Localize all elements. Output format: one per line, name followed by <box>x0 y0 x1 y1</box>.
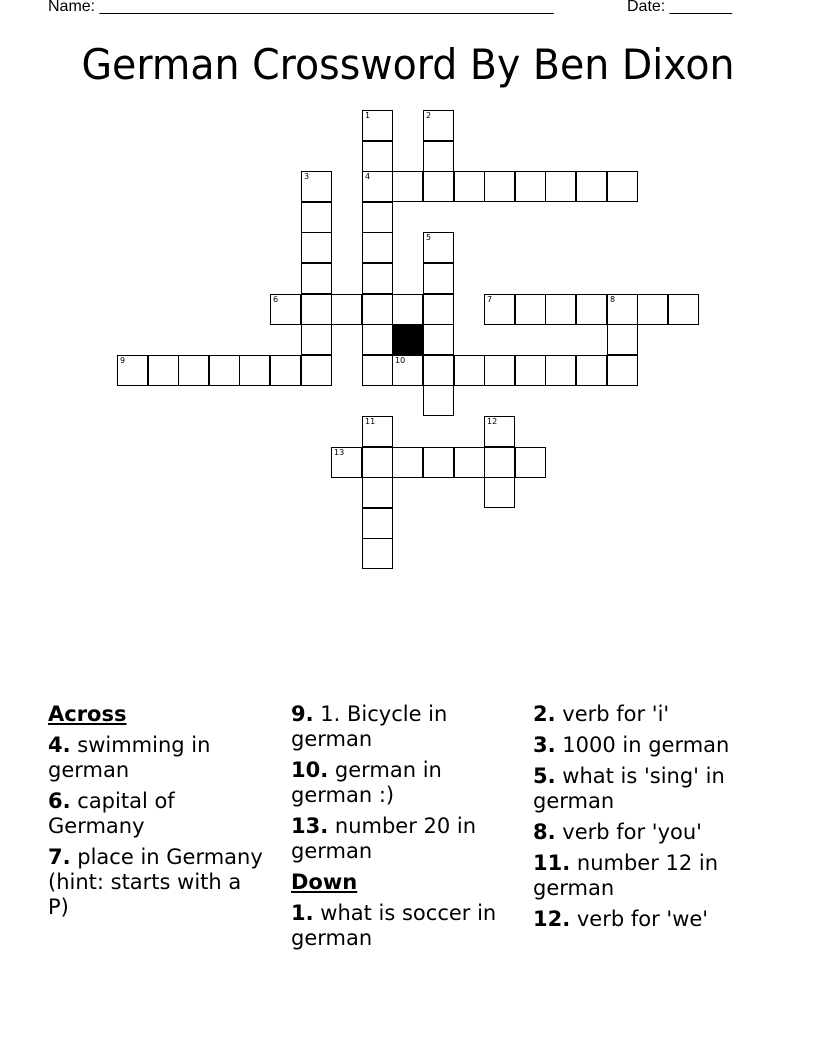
name-field[interactable]: ______________________________________________________ <box>99 0 554 15</box>
clue-down-5: 5. what is 'sing' in german <box>533 764 725 813</box>
grid-cell[interactable] <box>362 324 393 355</box>
down-heading: Down <box>291 870 358 894</box>
grid-cell[interactable] <box>239 355 270 386</box>
grid-cell[interactable] <box>331 447 362 478</box>
grid-cell[interactable] <box>362 141 393 172</box>
clue-number: 5 <box>426 233 432 242</box>
grid-cell[interactable] <box>362 477 393 508</box>
across-heading: Across <box>48 702 127 726</box>
clue-across-6: 6. capital of Germany <box>48 789 175 838</box>
clue-down-8: 8. verb for 'you' <box>533 820 702 844</box>
grid-cell[interactable] <box>545 171 576 202</box>
grid-cell[interactable] <box>117 355 148 386</box>
grid-cell[interactable] <box>484 447 515 478</box>
grid-cell[interactable] <box>301 263 332 294</box>
clue-number: 9 <box>120 356 126 365</box>
clue-across-13: 13. number 20 in german <box>291 814 477 863</box>
grid-cell[interactable] <box>301 232 332 263</box>
clue-number: 10 <box>395 356 406 365</box>
grid-cell[interactable] <box>362 294 393 325</box>
grid-cell[interactable] <box>423 110 454 141</box>
date-field[interactable]: _______ <box>669 0 732 15</box>
grid-cell[interactable] <box>607 294 638 325</box>
page-title: German Crossword By Ben Dixon <box>81 40 735 89</box>
clue-number: 12 <box>487 417 498 426</box>
grid-cell[interactable] <box>362 232 393 263</box>
clue-down-1: 1. what is soccer in german <box>291 901 497 950</box>
grid-cell[interactable] <box>423 447 454 478</box>
grid-cell[interactable] <box>423 294 454 325</box>
clue-number: 2 <box>426 111 432 120</box>
clue-number: 7 <box>487 295 493 304</box>
grid-cell[interactable] <box>392 294 423 325</box>
grid-cell[interactable] <box>545 355 576 386</box>
grid-cell[interactable] <box>423 355 454 386</box>
grid-cell[interactable] <box>423 263 454 294</box>
clue-number: 1 <box>365 111 371 120</box>
grid-cell[interactable] <box>270 294 301 325</box>
clue-column-3 <box>533 702 753 938</box>
grid-cell[interactable] <box>423 324 454 355</box>
grid-cell[interactable] <box>301 171 332 202</box>
grid-cell[interactable] <box>392 171 423 202</box>
grid-cell[interactable] <box>392 447 423 478</box>
grid-cell[interactable] <box>362 202 393 233</box>
grid-cell[interactable] <box>331 294 362 325</box>
grid-cell[interactable] <box>515 294 546 325</box>
grid-cell[interactable] <box>423 141 454 172</box>
grid-cell[interactable] <box>668 294 699 325</box>
grid-cell[interactable] <box>362 508 393 539</box>
grid-cell[interactable] <box>301 202 332 233</box>
clue-down-3: 3. 1000 in german <box>533 733 730 757</box>
clue-number: 6 <box>273 295 279 304</box>
grid-cell[interactable] <box>148 355 179 386</box>
clue-number: 4 <box>365 172 371 181</box>
clue-down-2: 2. verb for 'i' <box>533 702 670 726</box>
grid-cell[interactable] <box>362 171 393 202</box>
grid-cell[interactable] <box>362 447 393 478</box>
grid-cell[interactable] <box>484 294 515 325</box>
clue-number: 8 <box>610 295 616 304</box>
grid-cell[interactable] <box>607 171 638 202</box>
grid-cell[interactable] <box>576 171 607 202</box>
grid-cell[interactable] <box>362 110 393 141</box>
clue-across-4: 4. swimming in german <box>48 733 211 782</box>
grid-cell[interactable] <box>209 355 240 386</box>
grid-cell[interactable] <box>484 171 515 202</box>
grid-cell[interactable] <box>607 355 638 386</box>
grid-cell[interactable] <box>301 324 332 355</box>
grid-cell[interactable] <box>362 355 393 386</box>
grid-cell[interactable] <box>454 447 485 478</box>
grid-cell[interactable] <box>484 355 515 386</box>
grid-cell[interactable] <box>178 355 209 386</box>
grid-cell[interactable] <box>454 171 485 202</box>
grid-cell[interactable] <box>515 171 546 202</box>
clue-number: 11 <box>365 417 376 426</box>
clue-down-11: 11. number 12 in german <box>533 851 719 900</box>
grid-cell[interactable] <box>362 263 393 294</box>
grid-cell[interactable] <box>576 294 607 325</box>
grid-cell[interactable] <box>423 385 454 416</box>
grid-cell[interactable] <box>515 447 546 478</box>
grid-cell[interactable] <box>392 355 423 386</box>
grid-cell[interactable] <box>423 171 454 202</box>
grid-cell[interactable] <box>362 416 393 447</box>
date-label: Date: <box>627 0 666 15</box>
clue-number: 13 <box>334 448 345 457</box>
clue-down-12: 12. verb for 'we' <box>533 907 709 931</box>
name-label: Name: <box>48 0 96 15</box>
grid-cell[interactable] <box>484 416 515 447</box>
grid-cell[interactable] <box>515 355 546 386</box>
clue-column-2 <box>291 702 511 957</box>
grid-cell[interactable] <box>301 355 332 386</box>
grid-cell[interactable] <box>484 477 515 508</box>
grid-cell[interactable] <box>301 294 332 325</box>
grid-cell[interactable] <box>454 355 485 386</box>
clue-number: 3 <box>304 172 310 181</box>
grid-cell[interactable] <box>576 355 607 386</box>
black-square <box>392 324 423 355</box>
grid-cell[interactable] <box>545 294 576 325</box>
grid-cell[interactable] <box>423 232 454 263</box>
clue-across-7: 7. place in Germany (hint: starts with a P) <box>48 845 263 919</box>
clue-across-9: 9. 1. Bicycle in german <box>291 702 448 751</box>
grid-cell[interactable] <box>637 294 668 325</box>
grid-cell[interactable] <box>362 538 393 569</box>
grid-cell[interactable] <box>607 324 638 355</box>
grid-cell[interactable] <box>270 355 301 386</box>
clue-column-1 <box>48 702 268 926</box>
clue-across-10: 10. german in german :) <box>291 758 442 807</box>
